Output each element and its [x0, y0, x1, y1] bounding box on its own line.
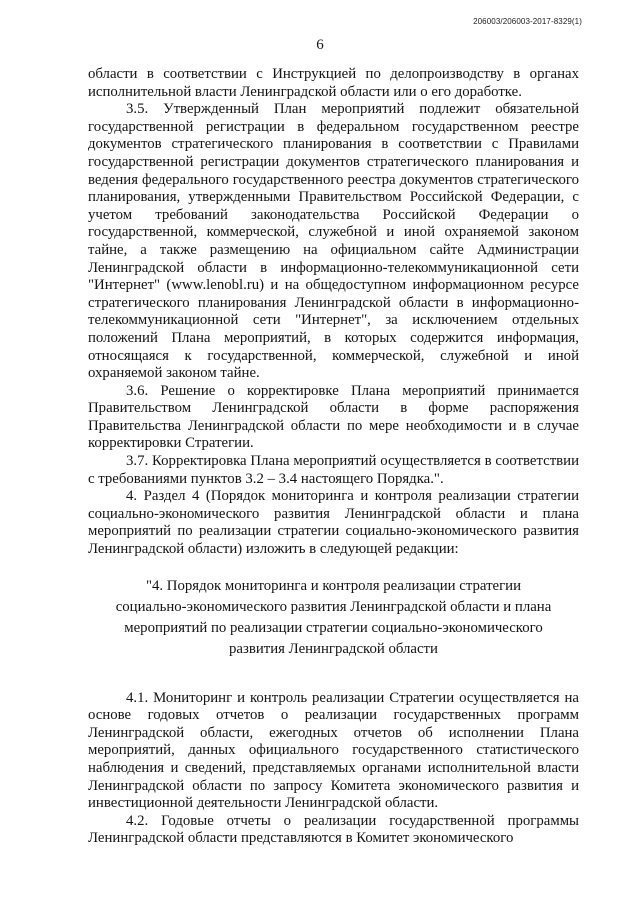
paragraph-4: 4. Раздел 4 (Порядок мониторинга и контроля реализации стратегии социально-экономического развития Ленинградской области и плана мероприятий по реализации стратегии социально-экономического развития Ленинградской области) изложить в следующей редакции:: [88, 488, 579, 558]
section-heading-text: "4. Порядок мониторинга и контроля реализации стратегии социально-экономического развития Ленинградской области и плана мероприятий по реализации стратегии социально-экономического развития Ленинградской области: [115, 577, 552, 657]
paragraph-4-2: 4.2. Годовые отчеты о реализации государственной программы Ленинградской области представляются в Комитет экономического: [88, 812, 579, 847]
paragraph-3-5: 3.5. Утвержденный План мероприятий подлежит обязательной государственной регистрации в федеральном государственном реестре документов стратегического планирования в соответствии с Правилами государственной регистрации документов стратегического планирования и ведения федерального государственного реестра документов стратегического планирования, утвержденными Правительством Российской Федерации, с учетом требований законодательства Российской Федерации о государственной, коммерческой, служебной и иной охраняемой законом тайне, а также размещению на официальном сайте Администрации Ленинградской области в информационно-телекоммуникационной сети "Интернет" (www.lenobl.ru) и на общедоступном информационном ресурсе стратегического планирования Ленинградской области в информационно-телекоммуникационной сети "Интернет", за исключением отдельных положений Плана мероприятий, в которых содержится информация, относящаяся к государственной, коммерческой, служебной и иной охраняемой законом тайне.: [88, 101, 579, 382]
page-number: 6: [316, 37, 324, 53]
section-heading: [110, 576, 557, 660]
paragraph-4-1: 4.1. Мониторинг и контроль реализации Стратегии осуществляется на основе годовых отчетов о реализации государственных программ Ленинградской области, ежегодных отчетов об исполнении Плана мероприятий, данных официального государственного статистического наблюдения и сведений, представляемых органами исполнительной власти Ленинградской области по запросу Комитета экономического развития и инвестиционной деятельности Ленинградской области.: [88, 689, 579, 812]
document-id: 206003/206003-2017-8329(1): [473, 17, 582, 26]
paragraph-continuation: области в соответствии с Инструкцией по делопроизводству в органах исполнительной власти Ленинградской области или о его доработке.: [88, 66, 579, 100]
paragraph-3-6: 3.6. Решение о корректировке Плана мероприятий принимается Правительством Ленинградской области в форме распоряжения Правительства Ленинградской области по мере необходимости и в случае корректировки Стратегии.: [88, 382, 579, 452]
paragraph-3-7: 3.7. Корректировка Плана мероприятий осуществляется в соответствии с требованиями пунктов 3.2 – 3.4 настоящего Порядка.".: [88, 453, 579, 487]
document-body: [88, 66, 579, 848]
